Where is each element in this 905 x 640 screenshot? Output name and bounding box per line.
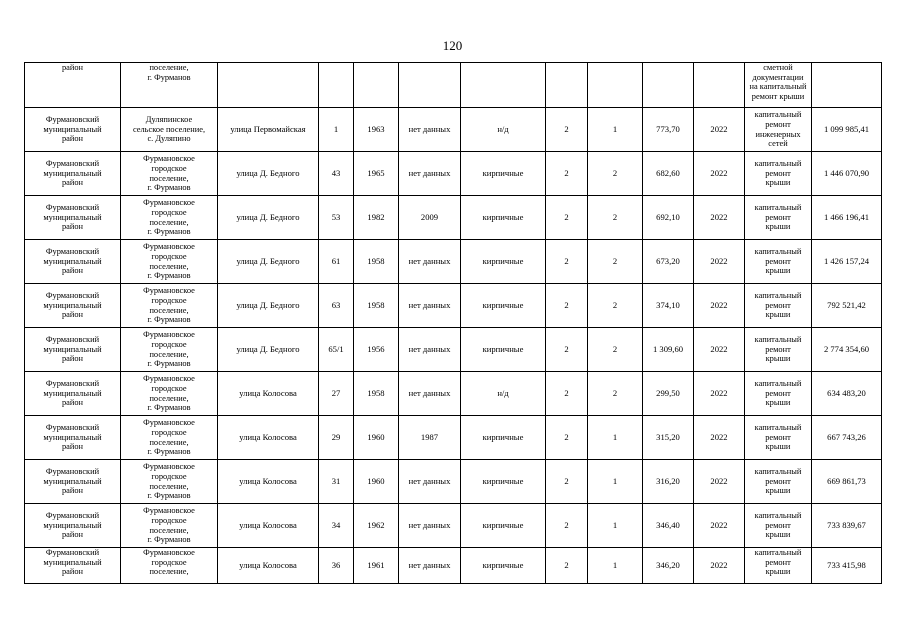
cell-street: улица Д. Бедного: [218, 152, 319, 196]
cell-year-planned: 2022: [694, 284, 745, 328]
cell-floors: 2: [546, 460, 588, 504]
cell-settlement: Фурмановское городское поселение,: [121, 548, 218, 584]
cell-work-type: капитальный ремонт крыши: [745, 504, 812, 548]
cell-settlement: Фурмановское городское поселение, г. Фурманов: [121, 460, 218, 504]
cell-year-last-overhaul: нет данных: [399, 460, 461, 504]
table-row: [25, 196, 882, 240]
table-row: [25, 108, 882, 152]
cell-settlement: Фурмановское городское поселение, г. Фурманов: [121, 372, 218, 416]
cell-house-number: 43: [319, 152, 354, 196]
cell-year-built: 1956: [354, 328, 399, 372]
cell-year-last-overhaul: нет данных: [399, 328, 461, 372]
cell-district: Фурмановский муниципальный район: [25, 372, 121, 416]
cell-settlement: Фурмановское городское поселение, г. Фурманов: [121, 284, 218, 328]
cell-floors: 2: [546, 504, 588, 548]
cell-street: улица Колосова: [218, 416, 319, 460]
cell-area: 1 309,60: [643, 328, 694, 372]
cell-work-type: капитальный ремонт крыши: [745, 152, 812, 196]
table-body: [25, 63, 882, 584]
cell-district: Фурмановский муниципальный район: [25, 416, 121, 460]
cell-year-last-overhaul: нет данных: [399, 240, 461, 284]
cell-cost: 733 415,98: [812, 548, 882, 584]
cell-work-type: капитальный ремонт крыши: [745, 284, 812, 328]
cell-settlement: Дуляпинское сельское поселение, с. Дуляпино: [121, 108, 218, 152]
cell-cost: 792 521,42: [812, 284, 882, 328]
cell-district: Фурмановский муниципальный район: [25, 504, 121, 548]
cell-house-number: 34: [319, 504, 354, 548]
cell-district: район: [25, 63, 121, 108]
cell-cost: 1 446 070,90: [812, 152, 882, 196]
cell-district: Фурмановский муниципальный район: [25, 108, 121, 152]
cell-year-last-overhaul: нет данных: [399, 504, 461, 548]
table-row: [25, 416, 882, 460]
cell-year-planned: 2022: [694, 152, 745, 196]
cell-entrances: 2: [588, 196, 643, 240]
cell-cost: 669 861,73: [812, 460, 882, 504]
cell-settlement: Фурмановское городское поселение, г. Фурманов: [121, 328, 218, 372]
cell-work-type: капитальный ремонт крыши: [745, 372, 812, 416]
cell-wall-material: кирпичные: [461, 152, 546, 196]
cell-cost: 667 743,26: [812, 416, 882, 460]
cell-street: улица Д. Бедного: [218, 328, 319, 372]
cell-year-built: 1958: [354, 240, 399, 284]
cell-entrances: 1: [588, 460, 643, 504]
cell-entrances: 2: [588, 284, 643, 328]
cell-street: улица Д. Бедного: [218, 196, 319, 240]
cell-year-last-overhaul: нет данных: [399, 548, 461, 584]
table-row: [25, 372, 882, 416]
cell-district: Фурмановский муниципальный район: [25, 460, 121, 504]
cell-entrances: 2: [588, 328, 643, 372]
cell-settlement: Фурмановское городское поселение, г. Фурманов: [121, 416, 218, 460]
cell-year-built: 1960: [354, 460, 399, 504]
cell-street: улица Колосова: [218, 372, 319, 416]
cell-wall-material: кирпичные: [461, 196, 546, 240]
cell-year-planned: 2022: [694, 504, 745, 548]
cell-house-number: 61: [319, 240, 354, 284]
cell-wall-material: кирпичные: [461, 328, 546, 372]
cell-street: улица Колосова: [218, 504, 319, 548]
cell-area: 692,10: [643, 196, 694, 240]
cell-wall-material: кирпичные: [461, 460, 546, 504]
cell-entrances: 2: [588, 372, 643, 416]
cell-year-built: 1958: [354, 372, 399, 416]
cell-district: Фурмановский муниципальный район: [25, 548, 121, 584]
cell-floors: 2: [546, 328, 588, 372]
cell-entrances: 2: [588, 240, 643, 284]
cell-entrances: 1: [588, 548, 643, 584]
cell-work-type: капитальный ремонт крыши: [745, 460, 812, 504]
table-row: [25, 328, 882, 372]
cell-year-planned: 2022: [694, 372, 745, 416]
cell-area: 346,40: [643, 504, 694, 548]
page-number: 120: [442, 38, 463, 53]
cell-house-number: 53: [319, 196, 354, 240]
cell-year-last-overhaul: нет данных: [399, 284, 461, 328]
cell-area: 374,10: [643, 284, 694, 328]
cell-cost: 733 839,67: [812, 504, 882, 548]
table-row: [25, 504, 882, 548]
cell-street: улица Колосова: [218, 460, 319, 504]
cell-cost: 1 426 157,24: [812, 240, 882, 284]
cell-settlement: Фурмановское городское поселение, г. Фурманов: [121, 240, 218, 284]
cell-cost: 1 099 985,41: [812, 108, 882, 152]
cell-year-last-overhaul: нет данных: [399, 108, 461, 152]
cell-year-last-overhaul: нет данных: [399, 372, 461, 416]
cell-floors: 2: [546, 152, 588, 196]
cell-settlement: Фурмановское городское поселение, г. Фурманов: [121, 152, 218, 196]
cell-floors: 2: [546, 108, 588, 152]
cell-entrances: 1: [588, 108, 643, 152]
cell-house-number: 36: [319, 548, 354, 584]
repair-program-table: [24, 62, 882, 584]
cell-house-number: 31: [319, 460, 354, 504]
cell-year-planned: 2022: [694, 548, 745, 584]
cell-area: 315,20: [643, 416, 694, 460]
table-row-continued: [25, 63, 882, 108]
cell-year-built: 1958: [354, 284, 399, 328]
cell-district: Фурмановский муниципальный район: [25, 196, 121, 240]
cell-work-type: капитальный ремонт крыши: [745, 548, 812, 584]
cell-year-built: 1960: [354, 416, 399, 460]
cell-settlement: Фурмановское городское поселение, г. Фурманов: [121, 196, 218, 240]
cell-floors: 2: [546, 548, 588, 584]
cell-street: улица Колосова: [218, 548, 319, 584]
cell-year-built: 1982: [354, 196, 399, 240]
cell-district: Фурмановский муниципальный район: [25, 328, 121, 372]
cell-area: 316,20: [643, 460, 694, 504]
cell-floors: 2: [546, 284, 588, 328]
cell-year-last-overhaul: нет данных: [399, 152, 461, 196]
table-row: [25, 548, 882, 584]
cell-street: улица Д. Бедного: [218, 240, 319, 284]
cell-work-type: капитальный ремонт крыши: [745, 240, 812, 284]
cell-street: улица Первомайская: [218, 108, 319, 152]
cell-wall-material: кирпичные: [461, 548, 546, 584]
table-row: [25, 284, 882, 328]
table-row: [25, 152, 882, 196]
cell-year-planned: 2022: [694, 240, 745, 284]
cell-area: 673,20: [643, 240, 694, 284]
cell-settlement: поселение, г. Фурманов: [121, 63, 218, 108]
cell-district: Фурмановский муниципальный район: [25, 284, 121, 328]
cell-wall-material: кирпичные: [461, 416, 546, 460]
cell-area: 299,50: [643, 372, 694, 416]
cell-cost: 1 466 196,41: [812, 196, 882, 240]
cell-floors: 2: [546, 416, 588, 460]
cell-district: Фурмановский муниципальный район: [25, 240, 121, 284]
cell-settlement: Фурмановское городское поселение, г. Фурманов: [121, 504, 218, 548]
cell-work-type: капитальный ремонт крыши: [745, 328, 812, 372]
cell-year-planned: 2022: [694, 328, 745, 372]
cell-cost: 2 774 354,60: [812, 328, 882, 372]
cell-wall-material: кирпичные: [461, 504, 546, 548]
cell-area: 773,70: [643, 108, 694, 152]
cell-year-last-overhaul: 2009: [399, 196, 461, 240]
cell-house-number: 27: [319, 372, 354, 416]
cell-wall-material: н/д: [461, 372, 546, 416]
cell-wall-material: кирпичные: [461, 284, 546, 328]
cell-work-type: сметной документации на капитальный ремонт крыши: [745, 63, 812, 108]
cell-district: Фурмановский муниципальный район: [25, 152, 121, 196]
cell-area: 346,20: [643, 548, 694, 584]
cell-work-type: капитальный ремонт крыши: [745, 416, 812, 460]
cell-entrances: 1: [588, 504, 643, 548]
cell-floors: 2: [546, 240, 588, 284]
cell-year-built: 1963: [354, 108, 399, 152]
cell-entrances: 1: [588, 416, 643, 460]
cell-cost: 634 483,20: [812, 372, 882, 416]
cell-year-built: 1965: [354, 152, 399, 196]
cell-house-number: 65/1: [319, 328, 354, 372]
cell-year-planned: 2022: [694, 196, 745, 240]
cell-work-type: капитальный ремонт инженерных сетей: [745, 108, 812, 152]
cell-area: 682,60: [643, 152, 694, 196]
cell-wall-material: н/д: [461, 108, 546, 152]
cell-floors: 2: [546, 372, 588, 416]
cell-floors: 2: [546, 196, 588, 240]
cell-year-last-overhaul: 1987: [399, 416, 461, 460]
table-row: [25, 240, 882, 284]
cell-year-planned: 2022: [694, 108, 745, 152]
cell-house-number: 29: [319, 416, 354, 460]
cell-year-planned: 2022: [694, 460, 745, 504]
cell-street: улица Д. Бедного: [218, 284, 319, 328]
cell-year-built: 1962: [354, 504, 399, 548]
cell-entrances: 2: [588, 152, 643, 196]
table-row: [25, 460, 882, 504]
cell-house-number: 1: [319, 108, 354, 152]
cell-year-planned: 2022: [694, 416, 745, 460]
cell-year-built: 1961: [354, 548, 399, 584]
cell-work-type: капитальный ремонт крыши: [745, 196, 812, 240]
cell-house-number: 63: [319, 284, 354, 328]
cell-wall-material: кирпичные: [461, 240, 546, 284]
